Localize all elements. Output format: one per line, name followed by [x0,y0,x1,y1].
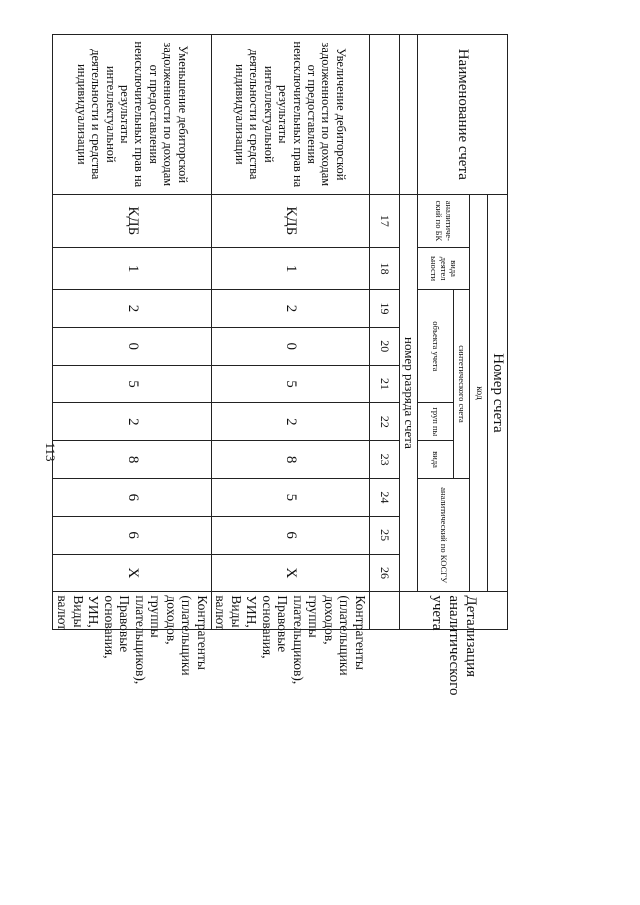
header-analytical-bk: аналитический по БК [417,194,469,248]
column-number: 17 [369,194,399,248]
row-value: 5 [53,365,211,403]
column-number: 26 [369,554,399,592]
table-row [211,35,369,856]
row-value: 2 [53,290,211,328]
column-number: 22 [369,403,399,441]
header-activity-type: вида деятел ьности [417,248,469,290]
column-number: 19 [369,290,399,328]
row-value: 8 [211,441,369,479]
column-number: 23 [369,441,399,479]
column-number: 21 [369,365,399,403]
row-value: 8 [53,441,211,479]
header-digit-number: номер разряда счета [399,194,417,592]
column-number: 24 [369,479,399,517]
rotated-table-wrapper [55,34,508,856]
row-analytics-detail: Контрагенты (плательщики доходов, группы плательщиков), Правовые основания, УИН, Виды валют [53,592,211,630]
column-number: 20 [369,327,399,365]
accounts-table [53,34,509,856]
header-synthetic: синтетического счета [453,290,469,479]
row-value: КДБ [53,194,211,248]
table-row [53,35,211,856]
row-value: 6 [211,516,369,554]
header-account-name-spacer [399,35,417,195]
row-value: X [211,554,369,592]
row-value: 5 [211,365,369,403]
row-value: 6 [53,479,211,517]
row-value: 2 [211,403,369,441]
column-number: 18 [369,248,399,290]
row-value: 5 [211,479,369,517]
row-value: X [53,554,211,592]
header-kind: вида [417,441,453,479]
row-value: КДБ [211,194,369,248]
row-value: 6 [53,516,211,554]
row-value: 2 [53,403,211,441]
column-number: 25 [369,516,399,554]
column-number-empty [369,35,399,195]
row-value: 2 [211,290,369,328]
header-account-number: Номер счета [487,194,507,592]
row-value: 1 [211,248,369,290]
header-code: код [469,194,487,592]
header-analytics-detail: Детализация аналитического учета [399,592,507,630]
header-analytical-kosgu: аналитический по КОСГУ [417,479,469,592]
row-value: 0 [53,327,211,365]
row-account-name: Увеличение дебиторской задолженности по доходам от предоставления неисключительных прав на результаты интеллектуальной деятельности и средства индивидуализации [211,35,369,195]
column-number-empty [369,592,399,630]
header-group: груп пы [417,403,453,441]
row-analytics-detail: Контрагенты (плательщики доходов, группы плательщиков), Правовые основания, УИН, Виды валют [211,592,369,630]
row-account-name: Уменьшение дебиторской задолженности по доходам от предоставления неисключительных прав на результаты интеллектуальной деятельности и средства индивидуализации [53,35,211,195]
header-accounting-object: объекта учета [417,290,453,403]
row-value: 0 [211,327,369,365]
row-value: 1 [53,248,211,290]
page-number: 113 [43,442,58,462]
header-account-name: Наименование счета [417,35,507,195]
